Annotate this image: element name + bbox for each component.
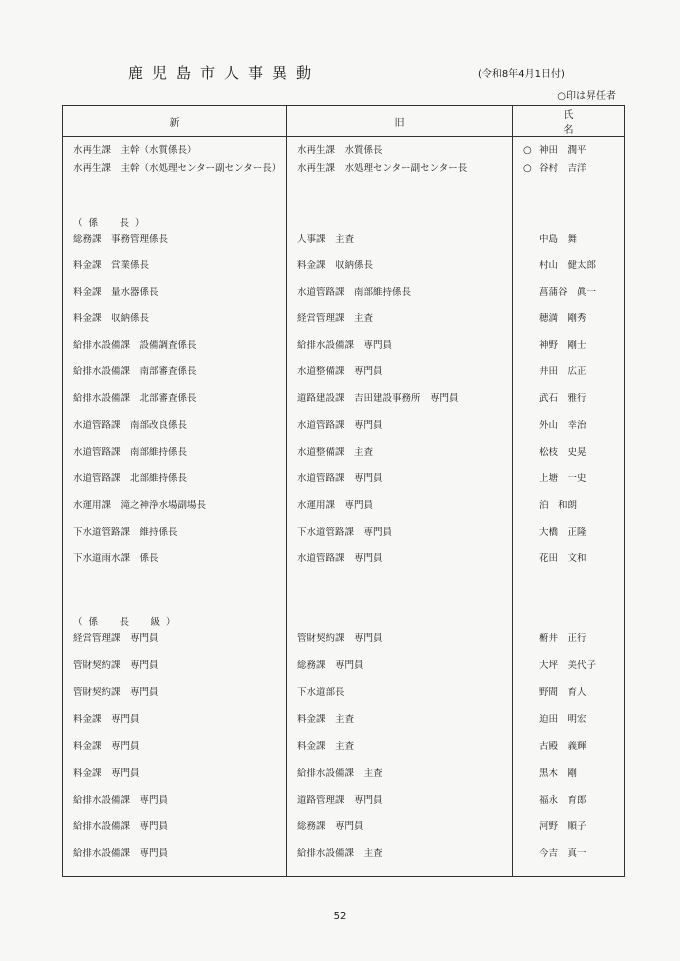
old-position: 道路管理課 専門員 [287, 795, 513, 821]
new-position: 給排水設備課 南部審査係長 [63, 366, 287, 393]
table-row [63, 393, 625, 420]
new-position: 給排水設備課 専門員 [63, 848, 287, 877]
name-cell [513, 260, 625, 287]
table-row [63, 741, 625, 768]
table-row [63, 633, 625, 660]
table-row [63, 340, 625, 366]
name-cell [513, 393, 625, 420]
name-cell [513, 821, 625, 848]
old-position: 下水道部長 [287, 687, 513, 714]
name-cell [513, 633, 625, 660]
new-position: 総務課 事務管理係長 [63, 234, 287, 260]
old-position: 下水道管路課 専門員 [287, 527, 513, 553]
table-row [63, 687, 625, 714]
new-position: 料金課 専門員 [63, 741, 287, 768]
new-position: 下水道管路課 維持係長 [63, 527, 287, 553]
name-cell [513, 500, 625, 527]
new-position: 水再生課 主幹（水質係長） [63, 137, 287, 163]
document-header [128, 62, 628, 86]
person-name: 菖蒲谷 眞一 [539, 286, 597, 298]
old-position: 給排水設備課 専門員 [287, 340, 513, 366]
person-name: 泊 和朗 [539, 499, 578, 511]
old-position: 水道管路課 専門員 [287, 473, 513, 500]
person-name: 古殿 義輝 [539, 740, 587, 752]
new-position: 給排水設備課 設備調査係長 [63, 340, 287, 366]
new-position: 料金課 専門員 [63, 714, 287, 741]
table-row [63, 137, 625, 163]
new-position: 水運用課 滝之神浄水場副場長 [63, 500, 287, 527]
person-name: 中島 舞 [539, 233, 578, 245]
table-row [63, 553, 625, 608]
old-position: 経営管理課 主査 [287, 313, 513, 340]
table-row [63, 447, 625, 473]
column-header-name: 氏 名 [513, 106, 625, 137]
person-name: 谷村 吉洋 [539, 162, 587, 174]
promotion-mark: ○ [523, 145, 532, 156]
name-cell [513, 741, 625, 768]
name-cell [513, 848, 625, 877]
effective-date: (令和8年4月1日付) [478, 69, 565, 80]
name-cell [513, 714, 625, 741]
new-position: 水再生課 主幹（水処理センター副センター長） [63, 163, 287, 207]
table-row [63, 768, 625, 795]
old-position: 水道管路課 専門員 [287, 420, 513, 447]
person-name: 武石 雅行 [539, 392, 587, 404]
table-row [63, 366, 625, 393]
person-name: 神野 剛士 [539, 339, 587, 351]
empty-cell [287, 207, 513, 234]
promotion-mark: ○ [523, 162, 532, 174]
table-row [63, 527, 625, 553]
new-position: 水道管路課 南部改良係長 [63, 420, 287, 447]
new-position: 給排水設備課 専門員 [63, 821, 287, 848]
person-name: 椨井 正行 [539, 632, 587, 644]
table-body [63, 137, 625, 877]
old-position: 総務課 専門員 [287, 660, 513, 687]
promotion-note: ○印は昇任者 [557, 91, 616, 102]
new-position: 管財契約課 専門員 [63, 660, 287, 687]
new-position: 水道管路課 北部維持係長 [63, 473, 287, 500]
name-cell [513, 340, 625, 366]
table-row [63, 163, 625, 207]
table-row [63, 287, 625, 313]
name-cell [513, 795, 625, 821]
table-row [63, 714, 625, 741]
person-name: 黒木 剛 [539, 767, 578, 779]
section-row [63, 608, 625, 633]
new-position: 料金課 専門員 [63, 768, 287, 795]
empty-cell [287, 608, 513, 633]
person-name: 上塘 一史 [539, 472, 587, 484]
table-row [63, 260, 625, 287]
name-cell [513, 660, 625, 687]
person-name: 大坪 美代子 [539, 659, 597, 671]
table-row [63, 500, 625, 527]
old-position: 道路建設課 吉田建設事務所 専門員 [287, 393, 513, 420]
table-row [63, 473, 625, 500]
new-position: 料金課 量水器係長 [63, 287, 287, 313]
name-cell [513, 234, 625, 260]
new-position: 料金課 収納係長 [63, 313, 287, 340]
new-position: 給排水設備課 専門員 [63, 795, 287, 821]
old-position: 水再生課 水処理センター副センター長 [287, 163, 513, 207]
section-heading: （係 長 級） [63, 608, 287, 633]
empty-cell [513, 207, 625, 234]
new-position: 下水道雨水課 係長 [63, 553, 287, 608]
name-cell [513, 163, 625, 207]
new-position: 経営管理課 専門員 [63, 633, 287, 660]
table-row [63, 420, 625, 447]
section-row [63, 207, 625, 234]
old-position: 水道整備課 主査 [287, 447, 513, 473]
person-name: 村山 健太郎 [539, 259, 597, 271]
old-position: 給排水設備課 主査 [287, 848, 513, 877]
name-cell [513, 527, 625, 553]
old-position: 給排水設備課 主査 [287, 768, 513, 795]
table-row [63, 660, 625, 687]
old-position: 管財契約課 専門員 [287, 633, 513, 660]
person-name: 福永 育郎 [539, 794, 587, 806]
person-name: 迫田 明宏 [539, 713, 587, 725]
table-row [63, 795, 625, 821]
person-name: 外山 幸治 [539, 419, 587, 431]
old-position: 水運用課 専門員 [287, 500, 513, 527]
table-header-row [63, 106, 625, 137]
person-name: 井田 広正 [539, 365, 587, 377]
column-header-new: 新 [63, 106, 287, 137]
new-position: 料金課 営業係長 [63, 260, 287, 287]
personnel-table [62, 105, 636, 877]
new-position: 管財契約課 専門員 [63, 687, 287, 714]
page-number: 52 [333, 911, 347, 922]
table-row [63, 234, 625, 260]
new-position: 給排水設備課 北部審査係長 [63, 393, 287, 420]
name-cell [513, 553, 625, 608]
old-position: 人事課 主査 [287, 234, 513, 260]
old-position: 水道管路課 専門員 [287, 553, 513, 608]
old-position: 料金課 収納係長 [287, 260, 513, 287]
empty-cell [513, 608, 625, 633]
new-position: 水道管路課 南部維持係長 [63, 447, 287, 473]
person-name: 河野 順子 [539, 820, 587, 832]
old-position: 水再生課 水質係長 [287, 137, 513, 163]
table-row [63, 848, 625, 877]
person-name: 大橋 正隆 [539, 526, 587, 538]
name-cell [513, 287, 625, 313]
page-title: 鹿児島市人事異動 [128, 64, 321, 82]
name-cell [513, 313, 625, 340]
name-cell [513, 420, 625, 447]
old-position: 水道整備課 専門員 [287, 366, 513, 393]
table-row [63, 313, 625, 340]
name-cell [513, 447, 625, 473]
table-row [63, 821, 625, 848]
person-name: 神田 潤平 [539, 145, 587, 156]
person-name: 今吉 真一 [539, 847, 587, 859]
column-header-old: 旧 [287, 106, 513, 137]
person-name: 松枝 史晃 [539, 446, 587, 458]
old-position: 料金課 主査 [287, 741, 513, 768]
name-cell [513, 366, 625, 393]
person-name: 花田 文和 [539, 552, 587, 564]
name-cell [513, 768, 625, 795]
name-cell [513, 473, 625, 500]
person-name: 野間 育人 [539, 686, 587, 698]
section-heading: （係 長） [63, 207, 287, 234]
old-position: 料金課 主査 [287, 714, 513, 741]
name-cell [513, 687, 625, 714]
old-position: 水道管路課 南部維持係長 [287, 287, 513, 313]
old-position: 総務課 専門員 [287, 821, 513, 848]
name-cell [513, 137, 625, 163]
person-name: 穂満 剛秀 [539, 312, 587, 324]
